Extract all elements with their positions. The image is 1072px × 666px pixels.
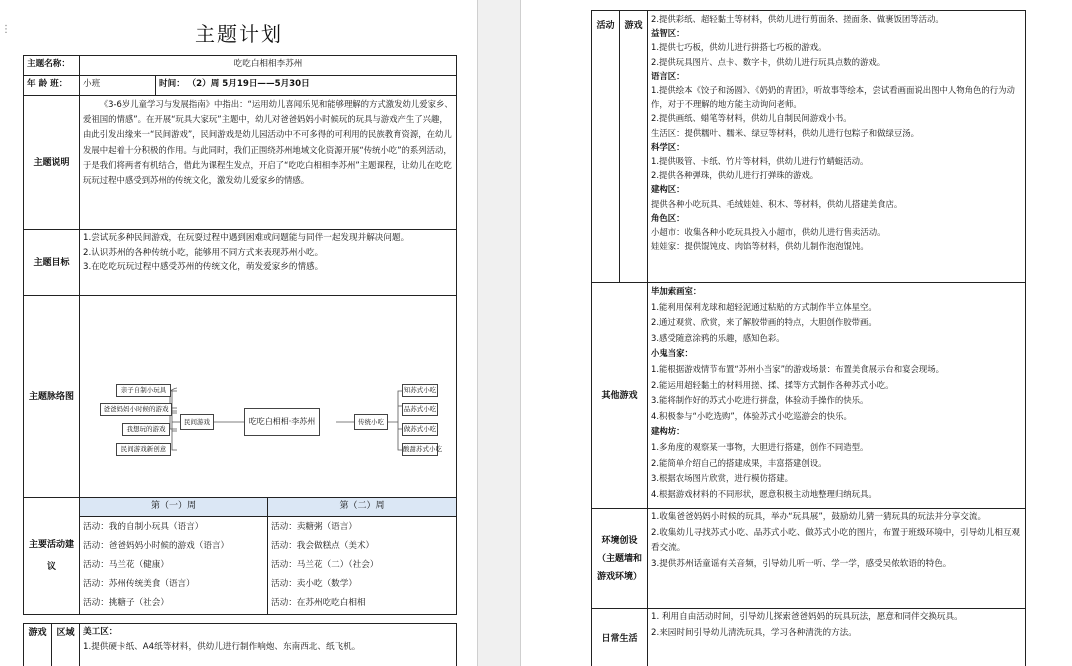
- game-line: 3.感受随意涂鸦的乐趣，感知色彩。: [651, 332, 785, 343]
- other-games-label: 其他游戏: [592, 283, 648, 509]
- goals-row: [24, 230, 457, 296]
- game-line: 4.积极参与“小吃选购”，体验苏式小吃巡游会的快乐。: [651, 410, 852, 421]
- other-games-cell: [648, 283, 1026, 509]
- area-heading: 语言区：: [651, 70, 685, 81]
- mindmap-right-leaf: 知苏式小吃: [402, 384, 438, 397]
- daily-item: 1. 利用自由活动时间，引导幼儿探索爸爸妈妈的玩具玩法，愿意和同伴交换玩具。: [651, 612, 963, 622]
- explanation-row: [24, 96, 457, 230]
- mindmap-left-leaf: 民间游戏新创意: [116, 443, 171, 456]
- environment-item: 1.收集爸爸妈妈小时候的玩具，举办“玩具展”，鼓励幼儿猜一猜玩具的玩法并分享交流。: [651, 512, 987, 522]
- mindmap-right-leaf: 品苏式小吃: [402, 403, 438, 416]
- game-line: 4.根据游戏材料的不同形状，愿意积极主动地整理归纳玩具。: [651, 488, 877, 499]
- mindmap-left-leaf: 亲子自制小玩具: [116, 384, 171, 397]
- daily-item: 2.来园时间引导幼儿清洗玩具，学习各种清洗的方法。: [651, 627, 857, 638]
- time-cell: [156, 76, 457, 96]
- theme-row: [24, 56, 457, 76]
- activity-item: 活动：挑糖子（社会）: [83, 598, 169, 608]
- area-line: 小超市：收集各种小吃玩具投入小超市，供幼儿进行售卖活动。: [651, 227, 886, 238]
- plan-table-right: [591, 10, 1026, 666]
- daily-label: 日常生活: [592, 609, 648, 666]
- activity-item: 活动：苏州传统美食（语言）: [83, 579, 195, 589]
- week2-header: 第（二）周: [268, 498, 457, 517]
- area-line: 2.提供画纸、蜡笔等材料，供幼儿自制民间游戏小书。: [651, 113, 852, 124]
- mindmap-center: 吃吃白相相·李苏州: [244, 408, 320, 436]
- plan-table-left-bottom: [23, 623, 457, 666]
- mindmap-left-branch: 民间游戏: [180, 414, 214, 430]
- mindmap-label: 主题脉络图: [24, 296, 80, 498]
- activity-item: 活动：爸爸妈妈小时候的游戏（语言）: [83, 541, 230, 551]
- area-line: 1.提供吸管、卡纸、竹片等材料，供幼儿进行竹蜻蜓活动。: [651, 156, 869, 167]
- goal-item: 3.在吃吃玩玩过程中感受苏州的传统文化，萌发爱家乡的情感。: [83, 262, 324, 272]
- page-gap: [478, 0, 520, 666]
- game-line: 1.能根据游戏情节布置“苏州小当家”的游戏场景：布置美食展示台和宴会现场。: [651, 363, 945, 374]
- activity-item: 活动：我的自制小玩具（语言）: [83, 522, 204, 532]
- activity-label: 活动: [592, 11, 620, 283]
- area-heading: 建构区：: [651, 184, 685, 195]
- activity-item: 活动：马兰花（二）（社会）: [271, 560, 379, 570]
- daily-row: [592, 609, 1026, 666]
- daily-cell: [648, 609, 1026, 666]
- environment-cell: [648, 509, 1026, 609]
- area-heading: 角色区：: [651, 212, 685, 223]
- game-line: 2.能简单介绍自己的搭建成果，丰富搭建创设。: [651, 457, 827, 468]
- area-line: 2.提供彩纸、超轻黏土等材料，供幼儿进行剪面条、搓面条、做裹饭团等活动。: [651, 14, 944, 24]
- age-class-label: 年 龄 班：: [24, 76, 80, 96]
- activity-item: 活动：卖糖粥（语言）: [271, 522, 357, 532]
- area-line: 1.提供绘本《饺子和汤圆》、《奶奶的青团》，听故事等绘本，尝试看画面说出图中人物角色的行为动作，对于不理解的地方能主动询问老师。: [651, 85, 1015, 110]
- game-label: 游戏: [24, 624, 52, 666]
- theme-name-label: 主题名称：: [24, 56, 80, 76]
- area-line: 2.提供玩具图片、点卡、数字卡，供幼儿进行玩具点数的游戏。: [651, 56, 886, 67]
- game-line: 2.通过观赏、欣赏，来了解胶带画的特点，大胆创作胶带画。: [651, 317, 877, 328]
- week1-header: 第（一）周: [80, 498, 268, 517]
- time-value: （2）周 5月19日——5月30日: [187, 79, 310, 89]
- document-title: 主题计划: [195, 22, 283, 46]
- area-row: [24, 624, 457, 666]
- mindmap-left-leaf: 我想玩的游戏: [122, 423, 170, 436]
- age-class-value: 小班: [80, 76, 156, 96]
- class-row: [24, 76, 457, 96]
- activity-item: 活动：我会做糕点（美术）: [271, 541, 375, 551]
- week2-list: [268, 517, 457, 615]
- area-heading: 科学区：: [651, 141, 685, 152]
- mindmap-left-leaf: 爸爸妈妈小时候的游戏: [100, 403, 172, 416]
- art-area-cell: [80, 624, 457, 666]
- area-line: 娃娃家：提供馄饨皮、肉馅等材料，供幼儿制作泡泡馄饨。: [651, 241, 869, 252]
- area-line: 1.提供七巧板，供幼儿进行拼搭七巧板的游戏。: [651, 42, 827, 53]
- activity-item: 活动：马兰花（健康）: [83, 560, 169, 570]
- game-line: 2.能运用超轻黏土的材料用搓、揉、揉等方式制作各种苏式小吃。: [651, 379, 894, 390]
- plan-table-left: [23, 55, 457, 615]
- environment-label: 环境创设（主题墙和游戏环境）: [592, 509, 648, 609]
- area-games-row: [592, 11, 1026, 283]
- left-page: [0, 0, 478, 666]
- theme-name-value: 吃吃白相相李苏州: [80, 56, 457, 76]
- activity-item: 活动：在苏州吃吃白相相: [271, 598, 366, 608]
- mindmap-right-leaf: 做苏式小吃: [402, 423, 438, 436]
- mindmap: [80, 296, 450, 496]
- environment-item: 2.收集幼儿寻找苏式小吃、品苏式小吃、做苏式小吃的图片，布置于班级环境中，引导幼儿相互观看交流。: [651, 527, 1021, 554]
- goal-item: 2.认识苏州的各种传统小吃，能够用不同方式来表现苏州小吃。: [83, 247, 324, 258]
- area-games-cell: [648, 11, 1026, 283]
- game-line: 3.根据农场图片欣赏，进行模仿搭建。: [651, 473, 793, 484]
- drag-handle-icon[interactable]: ⋮: [1, 24, 11, 35]
- game-heading: 毕加索画室：: [651, 286, 702, 296]
- game-line: 1.能利用保利龙球和超轻泥通过粘贴的方式制作半立体星空。: [651, 301, 877, 312]
- right-page: [520, 0, 1072, 666]
- explanation-label: 主题说明: [24, 96, 80, 230]
- environment-item: 3.提供苏州话童谣有关音频，引导幼儿听一听、学一学，感受吴侬软语的特色。: [651, 558, 952, 569]
- activity-item: 活动：卖小吃（数学）: [271, 579, 357, 589]
- art-area-text: 1.提供硬卡纸、A4纸等材料，供幼儿进行制作响炮、东南西北、纸飞机。: [83, 641, 361, 652]
- goals-cell: [80, 230, 457, 296]
- week1-list: [80, 517, 268, 615]
- environment-row: [592, 509, 1026, 609]
- mindmap-right-leaf: 酸甜苏式小吃: [402, 443, 438, 456]
- area-label: 区域: [52, 624, 80, 666]
- activities-label: 主要活动建议: [24, 498, 80, 615]
- goal-item: 1.尝试玩多种民间游戏，在玩耍过程中遇到困难或问题能与同伴一起发现并解决问题。: [83, 233, 410, 243]
- area-line: 提供各种小吃玩具、毛绒娃娃、积木、等材料，供幼儿搭建美食店。: [651, 198, 903, 209]
- goals-label: 主题目标: [24, 230, 80, 296]
- mindmap-cell: [80, 296, 457, 498]
- other-games-row: [592, 283, 1026, 509]
- activities-list-row: [24, 517, 457, 615]
- games-label: 游戏: [620, 11, 648, 283]
- game-line: 3.能将制作好的苏式小吃进行拼盘，体验动手操作的快乐。: [651, 395, 869, 406]
- area-line: 2.提供各种弹珠，供幼儿进行打弹珠的游戏。: [651, 170, 819, 181]
- mindmap-right-branch: 传统小吃: [354, 414, 388, 430]
- area-heading: 益智区：: [651, 28, 685, 39]
- area-line: 生活区：提供糯叶、糯米、绿豆等材料，供幼儿进行包粽子和做绿豆汤。: [651, 127, 919, 138]
- game-heading: 小鬼当家：: [651, 348, 693, 359]
- art-area-title: 美工区：: [83, 627, 118, 637]
- time-label: 时间：: [159, 79, 185, 89]
- activities-row: [24, 498, 457, 517]
- mindmap-row: [24, 296, 457, 498]
- explanation-text: 《3-6岁儿童学习与发展指南》中指出：“运用幼儿喜闻乐见和能够理解的方式激发幼儿爱家乡、爱祖国的情感”。在开展“玩具大家玩”主题中，幼儿对爸爸妈妈小时候玩的玩具与游戏产生了兴趣，由此引发出缘来一“民间游戏”，民间游戏是幼儿园活动中不可多得的可利用的民族教育资源，在幼儿发展中起着十分积极的作用。与此同时，我们正围绕苏州地域文化资源开展“传统小吃”的系列活动，于是我们将两者有机结合，借此为课程生发点，开启了“吃吃白相相李苏州”主题课程，让幼儿在吃吃玩玩过程中感受到苏州的传统文化，激发幼儿爱家乡的情感。: [80, 96, 457, 230]
- game-line: 1.多角度的观察某一事物，大胆进行搭建，创作不同造型。: [651, 441, 869, 452]
- game-heading: 建构坊：: [651, 426, 685, 437]
